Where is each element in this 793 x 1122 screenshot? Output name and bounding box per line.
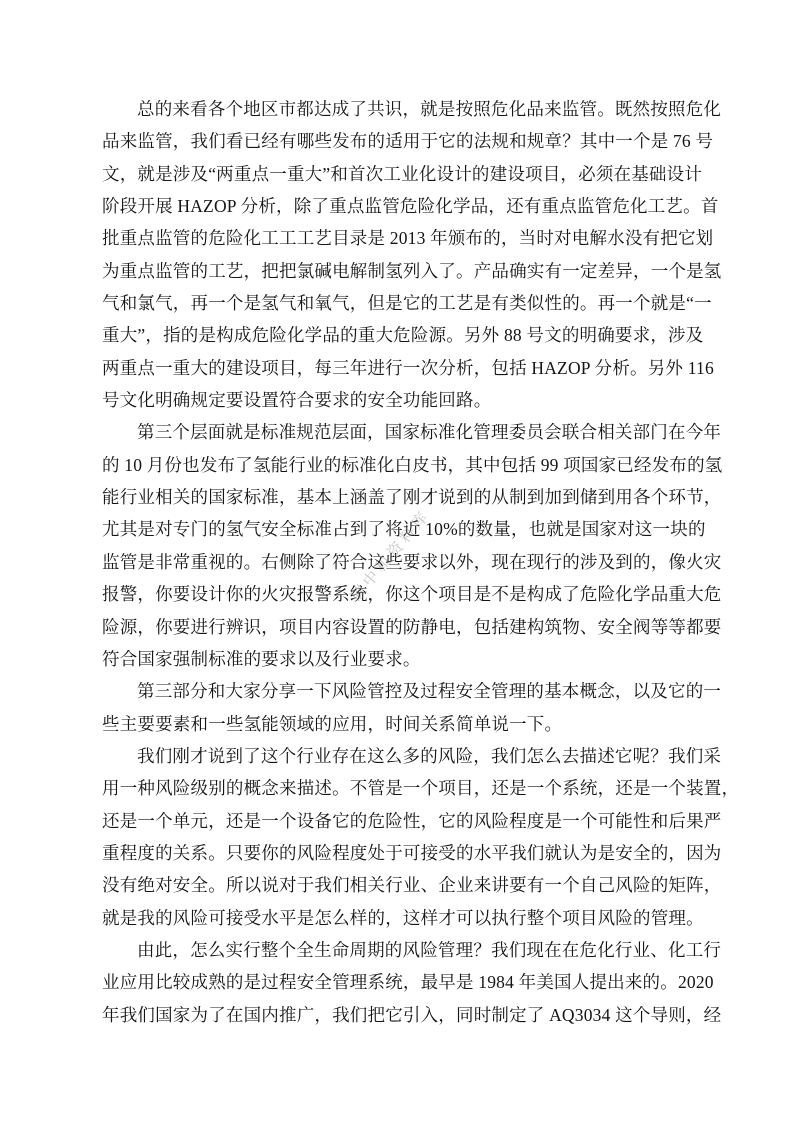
- watermark: 碳中和资料库: [348, 507, 434, 605]
- text-line: 阶段开展 HAZOP 分析，除了重点监管危险化学品，还有重点监管危化工艺。首: [102, 196, 719, 217]
- text-line: 业应用比较成熟的是过程安全管理系统，最早是 1984 年美国人提出来的。2020: [102, 972, 714, 993]
- document-content: [102, 93, 740, 1031]
- text-line: 重程度的关系。只要你的风险程度处于可接受的水平我们就认为是安全的，因为: [102, 842, 722, 863]
- text-line: 报警，你要设计你的火灾报警系统，你这个项目是不是构成了危险化学品重大危: [102, 584, 722, 605]
- text-line: 我们刚才说到了这个行业存在这么多的风险，我们怎么去描述它呢？我们采: [137, 745, 722, 766]
- text-line: 第三部分和大家分享一下风险管控及过程安全管理的基本概念，以及它的一: [137, 681, 722, 702]
- text-line: 就是我的风险可接受水平是怎么样的，这样才可以执行整个项目风险的管理。: [102, 907, 704, 928]
- text-line: 气和氯气，再一个是氢气和氧气，但是它的工艺是有类似性的。再一个就是“一: [102, 293, 712, 314]
- text-line: 号文化明确规定要设置符合要求的安全功能回路。: [102, 390, 492, 411]
- text-line: 的 10 月份也发布了氢能行业的标准化白皮书，其中包括 99 项国家已经发布的氢: [102, 454, 723, 475]
- text-line: 文，就是涉及“两重点一重大”和首次工业化设计的建设项目，必须在基础设计: [102, 163, 703, 184]
- text-line: 两重点一重大的建设项目，每三年进行一次分析，包括 HAZOP 分析。另外 116: [102, 357, 714, 378]
- text-line: 用一种风险级别的概念来描述。不管是一个项目，还是一个系统，还是一个装置，: [102, 778, 740, 799]
- text-line: 监管是非常重视的。右侧除了符合这些要求以外，现在现行的涉及到的，像火灾: [102, 551, 722, 572]
- text-line: 符合国家强制标准的要求以及行业要求。: [102, 648, 421, 669]
- paragraph: [102, 416, 723, 675]
- text-line: 险源，你要进行辨识，项目内容设置的防静电，包括建构筑物、安全阀等等都要: [102, 616, 722, 637]
- text-line: 些主要要素和一些氢能领域的应用，时间关系简单说一下。: [102, 713, 563, 734]
- text-line: 能行业相关的国家标准，基本上涵盖了刚才说到的从制到加到储到用各个环节，: [102, 487, 722, 508]
- paragraph: [102, 740, 740, 934]
- paragraph: [102, 93, 722, 416]
- text-line: 批重点监管的危险化工工工艺目录是 2013 年颁布的，当时对电解水没有把它划: [102, 228, 714, 249]
- text-line: 年我们国家为了在国内推广，我们把它引入，同时制定了 AQ3034 这个导则，经: [102, 1004, 722, 1025]
- paragraph: [102, 934, 722, 1031]
- text-line: 没有绝对安全。所以说对于我们相关行业、企业来讲要有一个自己风险的矩阵，: [102, 875, 722, 896]
- text-line: 重大”，指的是构成危险化学品的重大危险源。另外 88 号文的明确要求，涉及: [102, 325, 704, 346]
- text-line: 尤其是对专门的氢气安全标准占到了将近 10%的数量，也就是国家对这一块的: [102, 519, 706, 540]
- text-line: 为重点监管的工艺，把把氯碱电解制氢列入了。产品确实有一定差异，一个是氢: [102, 260, 722, 281]
- text-line: 第三个层面就是标准规范层面，国家标准化管理委员会联合相关部门在今年: [137, 422, 722, 443]
- text-line: 还是一个单元，还是一个设备它的危险性，它的风险程度是一个可能性和后果严: [102, 810, 722, 831]
- paragraph: [102, 675, 722, 740]
- text-line: 总的来看各个地区市都达成了共识，就是按照危化品来监管。既然按照危化: [137, 99, 722, 119]
- text-line: 由此，怎么实行整个全生命周期的风险管理？我们现在在危化行业、化工行: [137, 939, 722, 960]
- text-line: 品来监管，我们看已经有哪些发布的适用于它的法规和规章？其中一个是 76 号: [102, 131, 714, 152]
